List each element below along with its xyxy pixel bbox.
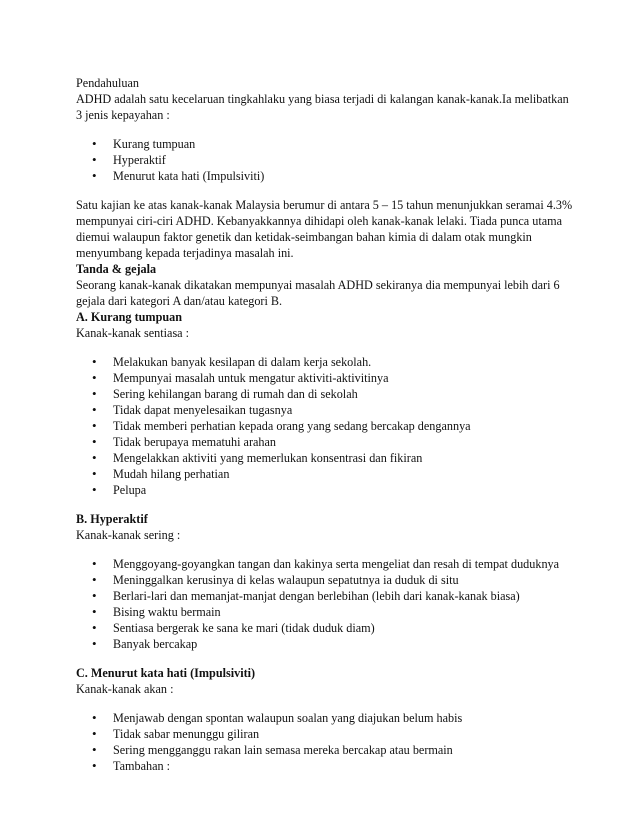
- list-item: • Pelupa: [76, 482, 576, 498]
- list-item: • Tambahan :: [76, 758, 576, 774]
- section-b-heading: B. Hyperaktif: [76, 512, 148, 526]
- list-item: • Mudah hilang perhatian: [76, 466, 576, 482]
- intro-list: [76, 136, 576, 184]
- list-item: • Mengelakkan aktiviti yang memerlukan konsentrasi dan fikiran: [76, 450, 576, 466]
- section-c-list: [76, 710, 576, 774]
- section-a-list: [76, 354, 576, 498]
- section-b-list: [76, 556, 576, 652]
- section-a-heading: A. Kurang tumpuan: [76, 310, 182, 324]
- list-item: • Tidak berupaya mematuhi arahan: [76, 434, 576, 450]
- list-item: • Banyak bercakap: [76, 636, 576, 652]
- intro-heading: Pendahuluan: [76, 76, 139, 90]
- list-item: • Bising waktu bermain: [76, 604, 576, 620]
- list-item: • Tidak sabar menunggu giliran: [76, 726, 576, 742]
- document-page: [76, 75, 576, 787]
- section-c-heading: C. Menurut kata hati (Impulsiviti): [76, 666, 256, 680]
- list-item: • Kurang tumpuan: [76, 136, 576, 152]
- list-item: • Hyperaktif: [76, 152, 576, 168]
- list-item: • Menjawab dengan spontan walaupun soalan yang diajukan belum habis: [76, 710, 576, 726]
- symptoms-heading: Tanda & gejala: [76, 262, 157, 276]
- list-item: • Tidak dapat menyelesaikan tugasnya: [76, 402, 576, 418]
- study-paragraph: Satu kajian ke atas kanak-kanak Malaysia berumur di antara 5 – 15 tahun menunjukkan seramai 4.3% mempunyai ciri-ciri ADHD. Kebanyakkannya dihidapi oleh kanak-kanak lelaki. Tiada punca utama diemui walaupun faktor genetik dan ketidak-seimbangan bahan kimia di dalam otak mungkin menyumbang kepada terjadinya masalah ini.: [76, 198, 573, 260]
- symptoms-text: Seorang kanak-kanak dikatakan mempunyai masalah ADHD sekiranya dia mempunyai lebih dari 6 gejala dari kategori A dan/atau kategori B.: [76, 278, 560, 308]
- section-b-intro: Kanak-kanak sering :: [76, 528, 181, 542]
- list-item: • Berlari-lari dan memanjat-manjat dengan berlebihan (lebih dari kanak-kanak biasa): [76, 588, 576, 604]
- list-item: • Sentiasa bergerak ke sana ke mari (tidak duduk diam): [76, 620, 576, 636]
- list-item: • Menggoyang-goyangkan tangan dan kakinya serta mengeliat dan resah di tempat duduknya: [76, 556, 576, 572]
- list-item: • Menurut kata hati (Impulsiviti): [76, 168, 576, 184]
- list-item: • Meninggalkan kerusinya di kelas walaupun sepatutnya ia duduk di situ: [76, 572, 576, 588]
- section-a-intro: Kanak-kanak sentiasa :: [76, 326, 190, 340]
- list-item: • Sering mengganggu rakan lain semasa mereka bercakap atau bermain: [76, 742, 576, 758]
- list-item: • Tidak memberi perhatian kepada orang yang sedang bercakap dengannya: [76, 418, 576, 434]
- list-item: • Sering kehilangan barang di rumah dan di sekolah: [76, 386, 576, 402]
- section-c-intro: Kanak-kanak akan :: [76, 682, 174, 696]
- intro-text: ADHD adalah satu kecelaruan tingkahlaku yang biasa terjadi di kalangan kanak-kanak.Ia melibatkan 3 jenis kepayahan :: [76, 92, 569, 122]
- list-item: • Mempunyai masalah untuk mengatur aktiviti-aktivitinya: [76, 370, 576, 386]
- list-item: • Melakukan banyak kesilapan di dalam kerja sekolah.: [76, 354, 576, 370]
